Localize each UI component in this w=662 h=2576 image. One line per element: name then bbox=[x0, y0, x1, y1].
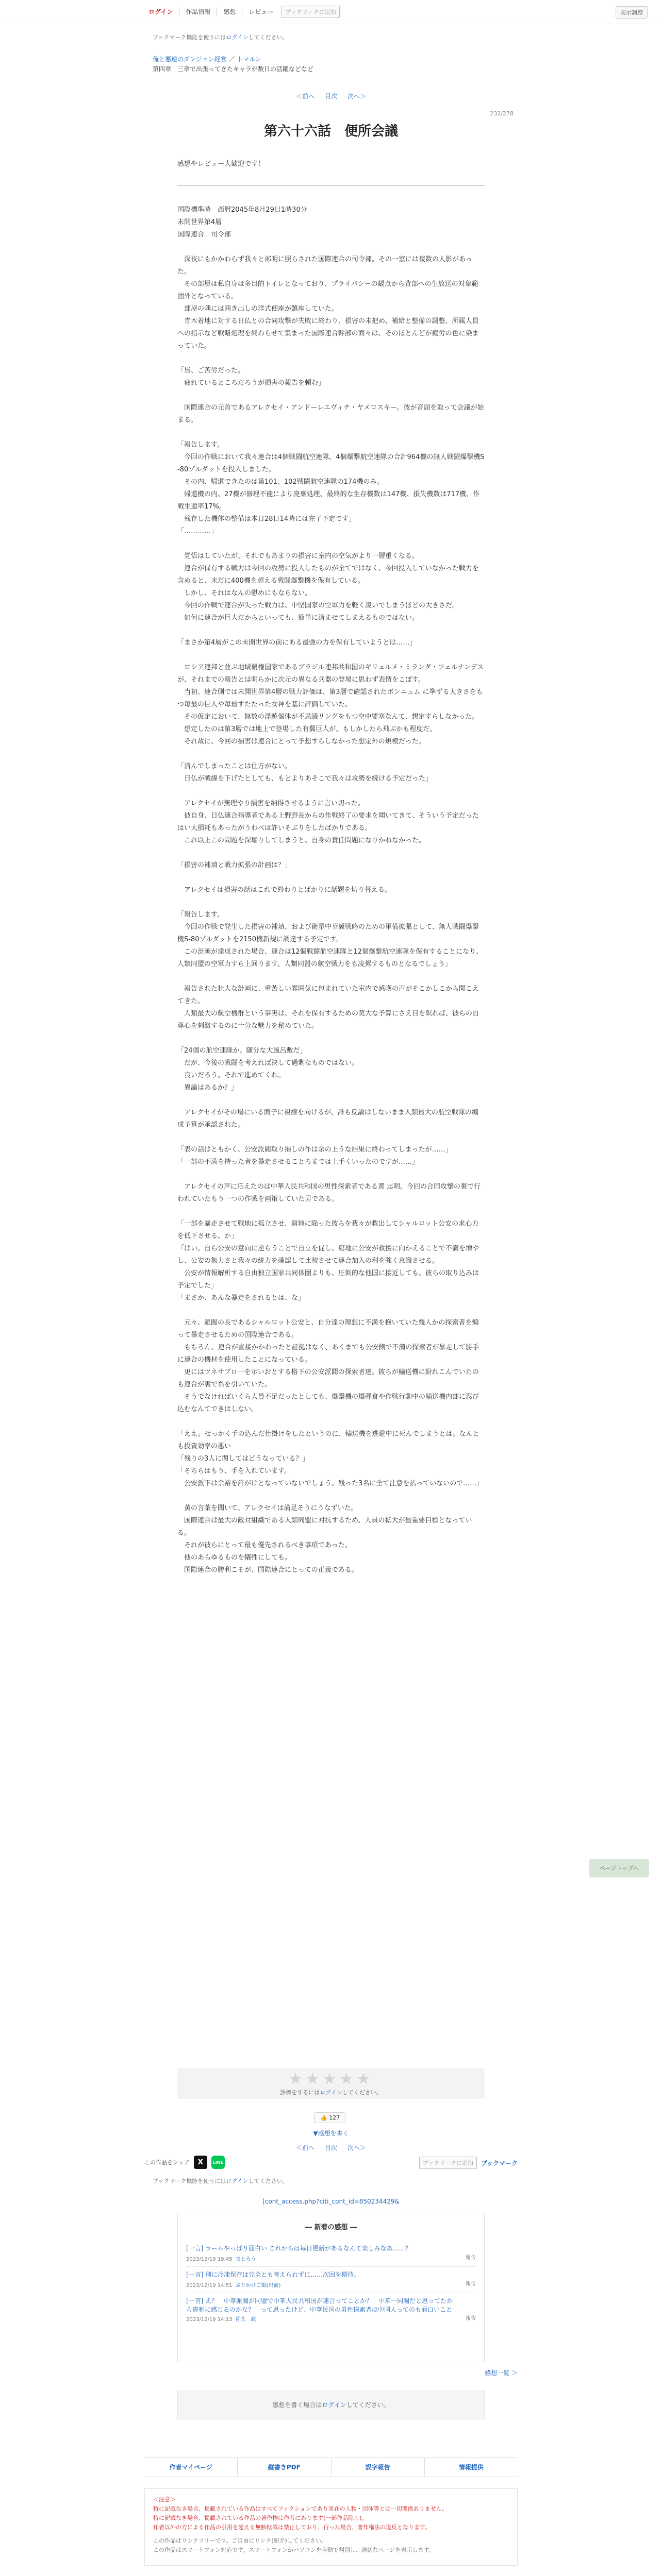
review-report-link[interactable]: 報告 bbox=[466, 2281, 476, 2287]
notice-line: 特に記載なき場合、掲載されている作品の著作権は作者にあります(一部作品除く)。 bbox=[153, 2515, 368, 2521]
series-info bbox=[153, 55, 313, 74]
bookmark-add-field[interactable]: ブックマークに追加 bbox=[282, 6, 339, 18]
prev-link[interactable]: ＜前へ bbox=[296, 93, 315, 100]
author-mypage-link[interactable]: 作者マイページ bbox=[144, 2458, 238, 2477]
bookmark-login-note bbox=[153, 33, 288, 41]
notice-line: 特に記載なき場合、掲載されている作品はすべてフィクションであり実在の人物・団体等とは一切関係ありません。 bbox=[153, 2505, 448, 2512]
notice-head: ＜注意＞ bbox=[153, 2496, 176, 2503]
typo-report-link[interactable]: 誤字報告 bbox=[332, 2458, 425, 2477]
rating-note-suffix: してください。 bbox=[342, 2089, 382, 2096]
access-image-link[interactable]: [cont_access.php?citi_cont_id=850234429& bbox=[262, 2198, 400, 2205]
review-item bbox=[186, 2293, 476, 2327]
review-meta bbox=[186, 2315, 476, 2323]
share-label: この作品をシェア bbox=[144, 2159, 190, 2166]
review-report-link[interactable]: 報告 bbox=[466, 2316, 476, 2321]
like-count: 127 bbox=[329, 2114, 340, 2121]
rating-stars[interactable]: ★★★★★ bbox=[288, 2070, 374, 2088]
next-link[interactable]: 次へ＞ bbox=[347, 2144, 366, 2151]
write-review-toggle bbox=[0, 2129, 662, 2138]
review-meta bbox=[186, 2255, 476, 2262]
all-reviews-link[interactable]: 感想一覧 ＞ bbox=[485, 2369, 518, 2377]
bookmark-add-field[interactable]: ブックマークに追加 bbox=[419, 2157, 477, 2169]
info-report-link[interactable]: 情報提供 bbox=[458, 2464, 484, 2471]
footer-links bbox=[144, 2458, 518, 2477]
x-share-icon[interactable]: X bbox=[194, 2156, 207, 2169]
notice-box bbox=[144, 2488, 518, 2566]
note-prefix: ブックマーク機能を使うには bbox=[153, 2178, 226, 2184]
rating-box bbox=[177, 2068, 485, 2099]
next-link[interactable]: 次へ＞ bbox=[347, 93, 366, 100]
bookmark-bar bbox=[419, 2157, 518, 2169]
vertical-pdf-link[interactable]: 縦書きPDF bbox=[238, 2458, 331, 2477]
review-login-prefix: 感想を書く場合は bbox=[272, 2401, 322, 2409]
top-header bbox=[0, 0, 662, 24]
review-login-box bbox=[177, 2391, 485, 2419]
review-item bbox=[186, 2267, 476, 2293]
review-date: 2023/12/19 19:45 bbox=[186, 2257, 233, 2262]
toc-link[interactable]: 目次 bbox=[324, 2144, 337, 2151]
rating-note bbox=[177, 2088, 485, 2096]
episode-title: 第六十六話 便所会議 bbox=[263, 124, 398, 139]
review-text[interactable]: [一言] 別に冷凍保存は完全とも考えられずに……次回を期待。 bbox=[186, 2271, 360, 2278]
write-review-link[interactable]: ▼感想を書く bbox=[313, 2130, 349, 2137]
access-image-link-wrap bbox=[0, 2198, 662, 2205]
recent-reviews bbox=[177, 2213, 485, 2362]
note-login-link[interactable]: ログイン bbox=[226, 2178, 249, 2184]
reviewer-link[interactable]: 佐久 政 bbox=[235, 2317, 256, 2323]
header-nav bbox=[144, 5, 340, 18]
review-meta bbox=[186, 2281, 476, 2289]
page-count: 232/278 bbox=[490, 110, 514, 117]
display-settings-button[interactable]: 表示調整 bbox=[616, 6, 648, 19]
reviewer-link[interactable]: ぶりかけご飯(出前) bbox=[235, 2283, 281, 2289]
review-item bbox=[186, 2241, 476, 2267]
review-text[interactable]: [一言] ラールやっぱり面白い これからは毎日更新があるなんて楽しみなあ……？ bbox=[186, 2245, 411, 2252]
share-bar bbox=[144, 2156, 225, 2169]
note-suffix: してください。 bbox=[248, 34, 288, 41]
login-link[interactable]: ログイン bbox=[148, 8, 173, 15]
thumbs-up-icon: 👍 bbox=[320, 2114, 327, 2121]
series-separator: ／ bbox=[226, 56, 237, 63]
review-date: 2023/12/19 14:13 bbox=[186, 2317, 233, 2323]
reviews-title: ― 新着の感想 ― bbox=[305, 2224, 357, 2231]
rating-note-prefix: 評価をするには bbox=[280, 2089, 320, 2096]
episode-body: 国際標準時 西暦2045年8月29日1時30分 未開世界第4層 国際連合 司令部 深夜にもかかわらず我々と部明に照らされた国際連合の司令部。その一室には複数の人影があった。 その部屋は私自身は多目的トイレとなっており、プライバシーの観点から背部への生放送の対象範囲外となっている。 部屋の隅には囲き出しの洋式便座が鎮座していた。 青木着地に対する日仏との合同攻撃が失敗に終わり、損害の未把め、補給と整備の調整、所属人員への指示など戦略処理を終わらせて集まった国際連合幹部の面々は、そのほとんどが疲労の色に染まっていた。 「皆、ご苦労だった。 疲れているところだろうが損害の報告を頼む」 国際連合の元首であるアレクセイ・アンドーレエヴィチ・ヤメロスキー。彼が音頭を取って会議が始まる。 「報告します。 今回の作戦において我々連合は4個戦闘航空連隊、4個爆撃航空連隊の合計964機の無人戦闘爆撃機S-80ゾルダットを投入しました。 その内、帰還できたのは第101、102戦闘航空連隊の174機のみ。 帰還機の内、27機が修理不能により廃棄処理、最終的な生存機数は147機、損失機数は717機、作戦生還率17%。 残存した機体の整備は本日28日14時には完了予定です」 「…………」 覚悟はしていたが、それでもあまりの損害に室内の空気がより一層重くなる。 連合が保有する戦力は今回の攻勢に投入したものが全てではなく、今回投入していなかった戦力を含めると、未だに400機を超える戦闘爆撃機を保有している。 しかし、それはなんの慰めにもならない。 今回の作戦で連合が失った戦力は、中堅国家の空軍力を軽く凌いでしまうほどの大きさだ。 如何に連合が巨大だからといっても、簡単に済ませてしまえるものではない。 「まさか第4層がこの未開世界の前にある最強の力を保有していようとは……」 ロシア連邦と並ぶ地域覇権国家であるブラジル連邦共和国のギリェルメ・ミランダ・フェルナンデスが、それまでの報告とは明らかに次元の異なる兵器の登場に思わず表情をこぼす。 当初、連合側では未開世界第4層の戦力評価は、第3層で確認されたボンニュム に準ずる大きさをもつ毎最の巨人や毎最すたたった女神を基に評価していた。 その仮定において、無数の浮遊個体が不思議リングをもつ空中要塞なんて、想定すらしなかった。 想定したのは第3層では地上で登場した有翼巨人が、もしかしたら飛ぶかも程度だ。 それ故に、今回の損害は連合にとって予想すらしなかった想定外の規模だった。 「済んでしまったことは仕方がない。 日仏が戦線を下げたとしても、もとよりあそこで我々は攻勢を続ける予定だった」 アレクセイが無理やり損害を納得させるように言い切った。 彼自身、日仏連合指導者である上野野長からの作戦終了の要求を聞いてきて、そういう予定だったはい大損耗もあったがうわべは許いそぶりをしたばかりである。 これ以上この問題を深堀りしてしまうと、自身の責任問題になりかねなかった。 「損害の補填と戦力拡張の計画は？」 アレクセイは損害の話はこれで終わりとばかりに話題を切り替える。 「報告します。 今回の作戦で発生した損害の補填、および衛星中華冀戦略のための軍備拡張として、無人戦闘爆撃機S-80ゾルダットを2150機新規に調達する予定です。 この計画が達成された場合、連合は12個戦闘航空連隊と12個爆撃航空連隊を保有することになり、人類同盟の空軍力すら上回ります。人類同盟の航空戦力をも凌駕するものとなるでしょう」 報告された壮大な計画に、重苦しい雰囲気に包まれていた室内で感嘆の声がそこかしこから聞こえてきた。 人類最大の航空機群という事実は、それを保有するための莫大な予算にさえ目を瞑れば、彼らの自尊心を刺激するのに十分な魅力を秘めていた。 「24個の航空連隊か。随分な大風呂敷だ」 だが、今後の戦闘を考えれば決して過剰なものではない。 良いだろう。それで進めてくれ。 異論はあるか？」 アレクセイがその場にいる面子に視線を向けるが、誰も反論はしないまま人類最大の航空戦隊の編成予算が承認された。 「表の話はともかく、公安派閥取り損しの作は余の上うな結果に終わってしまったが……」 「一部の不満を持った者を暴走させることろまでは上手くいったのですが……」 アレクセイの声に応えたのは中華人民共和国の男性探索者である黄 志明。今回の合同攻撃の裏で行われていたもう一つの作戦を画策していた男である。 「一部を暴走させて戦地に孤立させ、窮地に陥った彼らを我々が救出してシャルロット公安の求心力を低下させる。か」 「はい。自ら公安の意向に逆らうことで自立を促し、窮地に公安が救援に向かえることで不満を増やし、公安の無力さと我々の統力を確認して比較させて連合加入の利を強く意識させる。 公安が情報解析する自由独立国家共同体圏よりも、圧倒的な他国に接近しても、彼らの取り込みは予定でした」 「まさか、あんな暴走をされるとは、な」 元々、派閥の長であるシャルロット公安と、自分達の理想に不満を抱いていた幾人かの探索者を煽って暴走させるための国際連合である。 もちろん、連合が直接かかわったと証拠はなく、あくまでも公安側で不満の探索者が暴走して勝手に連合の機材を使用したことになっている。 更にはツネサブロ一を示いおとする格下の公安派閥の探索者達。彼らが輸送機に紛れこんでいたのも連合が裏で糸を引いていた。 そうでなければいくら人員不足だったとしても、爆撃機の爆弾倉や作戦行動中の輸送機内部に忍び込むなんてできはしない。 「ええ。せっかく手の込んだ仕掛けをしたというのに、輸送機を逃避中に死んでしまうとは。なんとも投資効率の悪い 「残りの3人に関してはどうなっている？」 「そちらはもう、手を入れています。 公安派下は余裕を許がけとなっていないでしょう。残った3名に全て注意を払っていないので……」 黄の言葉を聞いて、アレクセイは満足そうにうなずいた。 国際連合は最大の敵対組織である人類同盟に対抗するため、人員の拡大が最重要目標となっている。 それが彼らにとって最も優先されるべき事項であった。 他のあらゆるものを犠牲にしても。 国際連合の勝利こそが、国際連合にとっての正義である。 bbox=[177, 206, 485, 1574]
bottom-pager bbox=[0, 2143, 662, 2152]
review-date: 2023/12/19 14:51 bbox=[186, 2283, 233, 2289]
review-text[interactable]: [一言] え？ 中華派閥が同盟で中華人民共和国が連合ってことか？ 中華一同閥だと思ってたから違和に感じるのかな？ って思ったけど、中華民国の男性探索者は中国人ってのも面白いこと bbox=[186, 2297, 453, 2313]
notice-line: この作品はスマートフォン対応です。スマートフォンかパソコンを自動で判別し、適切なページを表示します。 bbox=[153, 2547, 435, 2553]
page-top-button[interactable]: ページトップへ bbox=[589, 1859, 649, 1877]
works-info-link[interactable]: 作品情報 bbox=[186, 8, 211, 15]
bookmark-link[interactable]: ブックマーク bbox=[481, 2159, 518, 2167]
reviews-link[interactable]: 感想 bbox=[223, 8, 236, 15]
line-share-icon[interactable]: LINE bbox=[211, 2156, 225, 2169]
toc-link[interactable]: 目次 bbox=[324, 93, 337, 100]
note-prefix: ブックマーク機能を使うには bbox=[153, 34, 226, 41]
notice-line: 作者以外の方による作品の引用を超える無断転載は禁止しており、行った場合、著作権法の違反となります。 bbox=[153, 2524, 431, 2531]
author-link[interactable]: トマルン bbox=[237, 56, 261, 63]
review-link[interactable]: レビュー bbox=[249, 8, 274, 15]
prev-link[interactable]: ＜前へ bbox=[296, 2144, 315, 2151]
bookmark-login-note bbox=[153, 2177, 288, 2185]
chapter-title: 第四章 三章で出張ってきたキャラが数日の活躍などなど bbox=[153, 65, 314, 73]
note-suffix: してください。 bbox=[248, 2178, 288, 2184]
notice-line: この作品はリンクフリーです。ご自由にリンク(紹介)してください。 bbox=[153, 2537, 327, 2544]
review-report-link[interactable]: 報告 bbox=[466, 2255, 476, 2261]
review-login-link[interactable]: ログイン bbox=[322, 2401, 346, 2409]
reviewer-link[interactable]: まとろう bbox=[235, 2257, 256, 2262]
preface-text: 感想やレビュー大歓迎です！ bbox=[177, 160, 265, 168]
review-login-suffix: してください。 bbox=[346, 2401, 390, 2409]
like-button[interactable] bbox=[315, 2112, 345, 2123]
rating-login-link[interactable]: ログイン bbox=[320, 2089, 342, 2096]
series-title-link[interactable]: 俺と悪逆のダンジョン経営 bbox=[153, 56, 227, 63]
top-pager bbox=[0, 92, 662, 100]
note-login-link[interactable]: ログイン bbox=[226, 34, 249, 41]
